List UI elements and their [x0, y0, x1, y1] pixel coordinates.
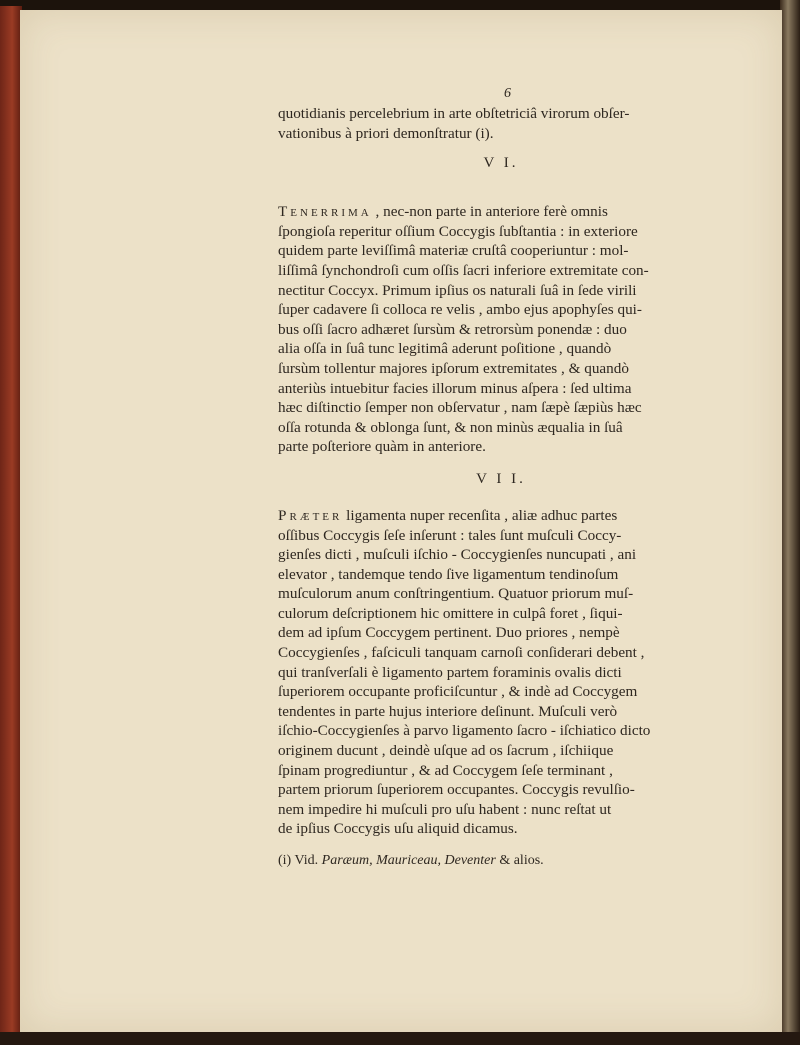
text-line: alia oſſa in ſuâ tunc legitimâ aderunt poſitione , quandò: [278, 340, 612, 358]
footnote-authors: Paræum, Mauriceau, Deventer: [321, 853, 496, 868]
text-line: bus oſſi ſacro adhæret ſursùm & retrorsùm ponendæ : duo: [278, 320, 627, 338]
footnote: [278, 853, 724, 869]
book-cover-edge: [0, 6, 22, 1036]
text-line: ſursùm tollentur majores ipſorum extremitates , & quandò: [278, 359, 629, 377]
section-vi-paragraph: [278, 202, 724, 457]
text-fragment: ligamenta nuper recenſita , aliæ adhuc partes: [346, 506, 618, 524]
text-line: Coccygienſes , faſciculi tanquam carnoſi conſiderari debent ,: [278, 644, 645, 662]
text-line: quidem parte leviſſimâ materiæ cruſtâ cooperiuntur : mol-: [278, 242, 629, 260]
text-line: culorum deſcriptionem hic omittere in culpâ foret , ſiqui-: [278, 604, 623, 622]
text-line: nectitur Coccyx. Primum ipſius os naturali ſuâ in ſede virili: [278, 281, 637, 299]
text-line: vationibus à priori demonſtratur (i).: [278, 124, 494, 142]
section-heading-vii: V I I.: [476, 470, 526, 487]
text-line: muſculorum anum conſtringentium. Quatuor priorum muſ-: [278, 585, 634, 603]
lead-word: Præter: [278, 506, 343, 524]
footnote-tail: & alios.: [499, 853, 544, 868]
text-line: nem impedire hi muſculi pro uſu habent : nunc reſtat ut: [278, 800, 612, 818]
text-line: ſuperiorem occupante proficiſcuntur , & indè ad Coccygem: [278, 683, 638, 701]
text-line: ſpongioſa reperitur oſſium Coccygis ſubſtantia : in exteriore: [278, 222, 638, 240]
text-line: elevator , tandemque tendo ſive ligamentum tendinoſum: [278, 565, 619, 583]
footnote-text: Vid.: [294, 853, 319, 868]
section-heading-vi: V I.: [483, 155, 519, 172]
text-line: de ipſius Coccygis uſu aliquid dicamus.: [278, 820, 518, 838]
text-line: dem ad ipſum Coccygem pertinent. Duo priores , nempè: [278, 624, 620, 642]
bottom-edge: [0, 1032, 800, 1045]
book-page: [20, 10, 782, 1032]
section-vii-paragraph: [278, 506, 724, 839]
text-line: quotidianis percelebrium in arte obſtetriciâ virorum obſer-: [278, 105, 630, 122]
text-line: iſchio-Coccygienſes à parvo ligamento ſacro - iſchiatico dicto: [278, 722, 651, 740]
text-line: anteriùs intuebitur facies illorum minus aſpera : ſed ultima: [278, 379, 632, 397]
text-line: ſuper cadavere ſi colloca re velis , ambo ejus apophyſes qui-: [278, 301, 642, 319]
text-line: [278, 202, 724, 222]
page-number: 6: [504, 86, 511, 101]
text-block: [278, 86, 724, 869]
text-line: oſſibus Coccygis ſeſe inſerunt : tales ſunt muſculi Coccy-: [278, 526, 622, 544]
top-edge: [0, 0, 800, 10]
intro-paragraph: [278, 104, 724, 143]
text-line: tendentes in parte hujus interiore deſinunt. Muſculi verò: [278, 702, 618, 720]
text-line: hæc diſtinctio ſemper non obſervatur , nam ſæpè ſæpiùs hæc: [278, 399, 642, 417]
lead-word: Tenerrima: [278, 203, 372, 221]
text-line: originem ducunt , deindè uſque ad os ſacrum , iſchiique: [278, 742, 614, 760]
book-spine-edge: [780, 0, 800, 1045]
footnote-marker: (i): [278, 853, 292, 868]
text-fragment: , nec-non parte in anteriore ferè omnis: [375, 203, 608, 221]
text-line: liſſimâ ſynchondroſi cum oſſis ſacri inferiore extremitate con-: [278, 261, 649, 279]
text-line: oſſa rotunda & oblonga ſunt, & non minùs æqualia in ſuâ: [278, 418, 623, 436]
text-line: ſpinam progrediuntur , & ad Coccygem ſeſe terminant ,: [278, 761, 613, 779]
text-line: qui tranſverſali è ligamento partem foraminis ovalis dicti: [278, 663, 622, 681]
text-line: gienſes dicti , muſculi iſchio - Coccygienſes nuncupati , ani: [278, 546, 637, 564]
text-line: partem priorum ſuperiorem occupantes. Coccygis revulſio-: [278, 781, 635, 799]
text-line: [278, 506, 724, 526]
text-line: parte poſteriore quàm in anteriore.: [278, 438, 486, 456]
